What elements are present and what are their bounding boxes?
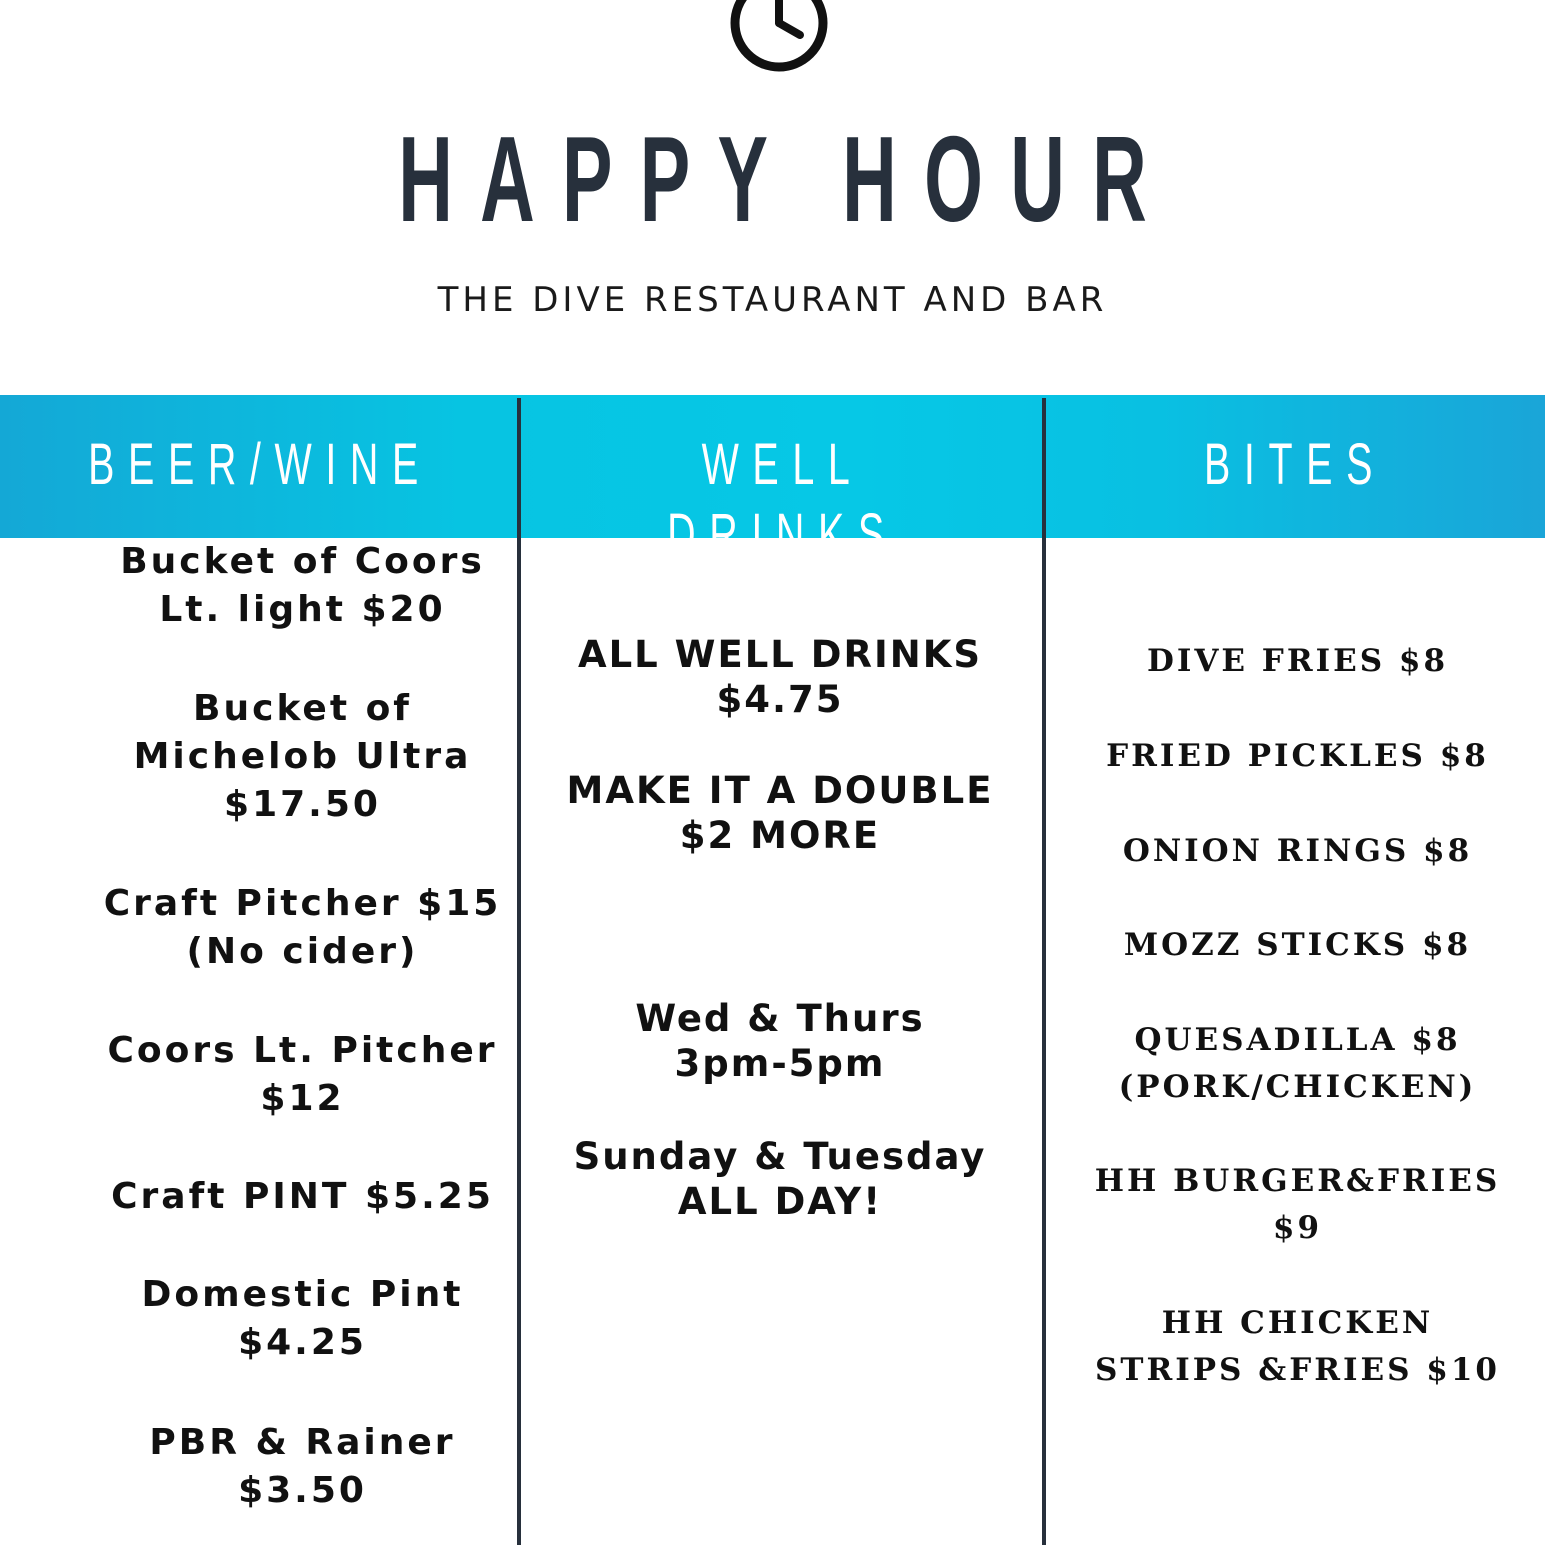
- beer-item-coors-pitcher: Coors Lt. Pitcher $12: [107, 1030, 498, 1119]
- weekday-hours: Wed & Thurs 3pm-5pm: [635, 997, 925, 1085]
- bite-item-burger-fries: HH BURGER&FRIES $9: [1094, 1163, 1501, 1246]
- bite-item-dive-fries: DIVE FRIES $8: [1146, 643, 1449, 679]
- beer-wine-heading: BEER/WINE: [88, 432, 432, 497]
- bite-item-mozz-sticks: MOZZ STICKS $8: [1123, 927, 1472, 963]
- bite-item-quesadilla: QUESADILLA $8 (PORK/CHICKEN): [1118, 1022, 1477, 1105]
- beer-item-craft-pint: Craft PINT $5.25: [111, 1176, 494, 1217]
- bites-heading: BITES: [1204, 432, 1386, 497]
- beer-item-coors-bucket: Bucket of Coors Lt. light $20: [120, 541, 485, 630]
- bite-item-onion-rings: ONION RINGS $8: [1122, 833, 1473, 869]
- column-divider-right: [1042, 398, 1046, 1545]
- well-drinks-price: ALL WELL DRINKS $4.75: [577, 633, 983, 721]
- beer-item-domestic-pint: Domestic Pint $4.25: [141, 1274, 464, 1363]
- beer-item-craft-pitcher: Craft Pitcher $15 (No cider): [103, 883, 502, 972]
- bite-item-fried-pickles: FRIED PICKLES $8: [1106, 738, 1489, 774]
- well-drinks-heading: WELL DRINKS: [667, 432, 898, 567]
- beer-item-michelob-bucket: Bucket of Michelob Ultra $17.50: [133, 688, 472, 825]
- beer-item-pbr-rainer: PBR & Rainer $3.50: [149, 1422, 456, 1511]
- double-upgrade: MAKE IT A DOUBLE $2 MORE: [566, 769, 994, 857]
- all-day-days: Sunday & Tuesday ALL DAY!: [573, 1135, 987, 1223]
- column-divider-left: [517, 398, 521, 1545]
- restaurant-name: THE DIVE RESTAURANT AND BAR: [437, 280, 1108, 320]
- clock-icon: [728, 0, 830, 74]
- bite-item-chicken-strips: HH CHICKEN STRIPS &FRIES $10: [1095, 1305, 1500, 1388]
- page-title: HAPPY HOUR: [398, 111, 1175, 247]
